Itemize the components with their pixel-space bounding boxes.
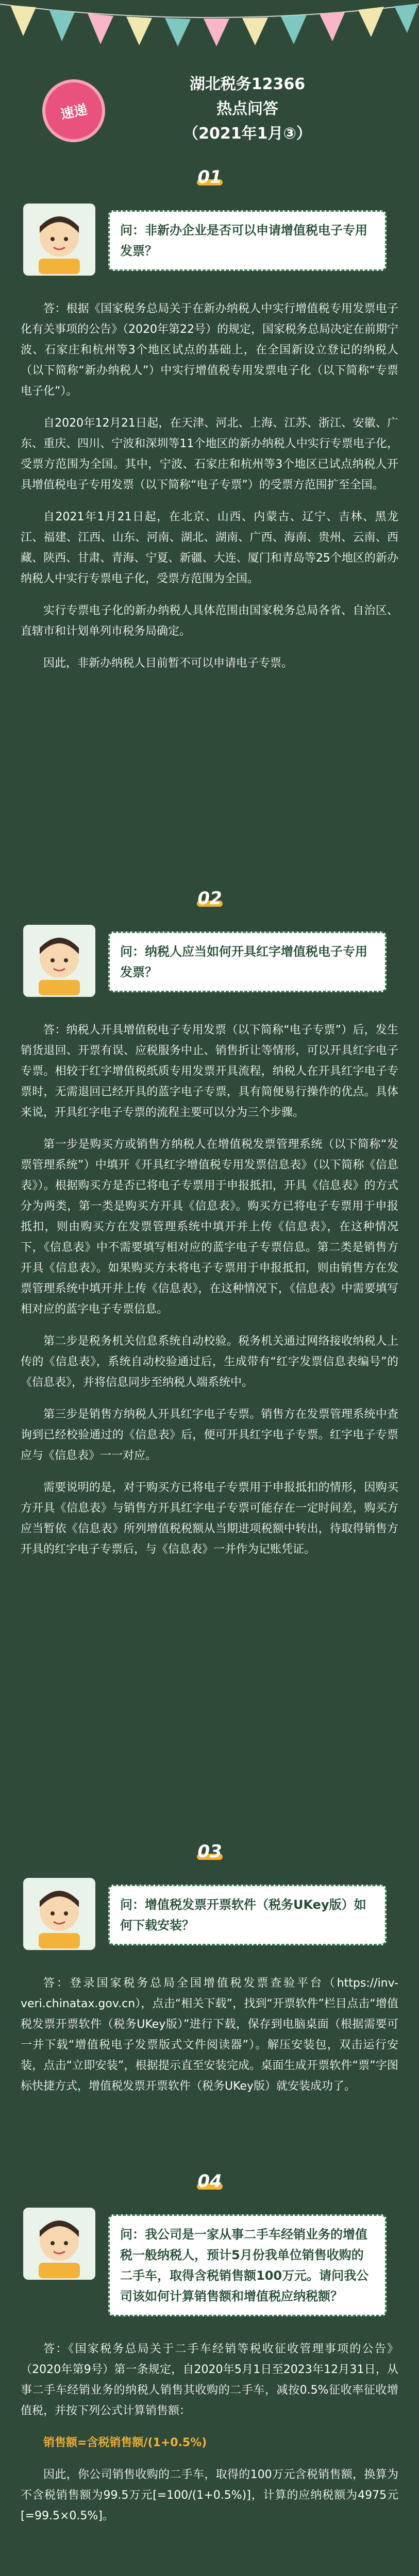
- answer-paragraph: 第一步是购买方或销售方纳税人在增值税发票管理系统（以下简称“发票管理系统”）中填开《开具红字增值税专用发票信息表》（以下简称《信息表》）。根据购买方是否已将电子专票用于申报抵扣，开具《信息表》的方式分为两类，第一类是购买方开具《信息表》。购买方已将电子专票用于申报抵扣，则由购买方在发票管理系统中填开并上传《信息表》，在这种情况下，《信息表》中不需要填写相对应的蓝字电子专票信息。第二类是销售方开具《信息表》。如果购买方未将电子专票用于申报抵扣，则由销售方在发票管理系统中填开并上传《信息表》，在这种情况下，《信息表》中需要填写相对应的蓝字电子专票信息。: [21, 1138, 398, 1316]
- answer-paragraph: 需要说明的是，对于购买方已将电子专票用于申报抵扣的情形，因购买方开具《信息表》与销售方开具红字电子专票可能存在一定时间差，购买方应当暂依《信息表》所列增值税税额从当期进项税额中转出，待取得销售方开具的红字电子专票后，与《信息表》一并作为记账凭证。: [21, 1481, 398, 1556]
- answer-paragraph: 答：《国家税务总局关于二手车经销等税收征收管理事项的公告》（2020年第9号）第一条规定，自2020年5月1日至2023年12月31日，从事二手车经销业务的纳税人销售其收购的二手车，减按0.5%征收率征收增值税，并按下列公式计算销售额：: [21, 2343, 398, 2417]
- question-text: 问：增值税发票开票软件（税务UKey版）如何下载安装？: [108, 1885, 387, 1945]
- avatar-icon: [21, 922, 98, 999]
- question-box: [21, 201, 398, 283]
- section-number: 03: [197, 1841, 222, 1862]
- avatar-icon: [21, 1875, 98, 1953]
- section-number: 04: [197, 2171, 222, 2192]
- question-text: 问：非新办企业是否可以申请增值税电子专用发票？: [108, 210, 387, 271]
- answer-paragraph: 因此，你公司销售收购的二手车，取得的100万元含税销售额，换算为不含税销售额为99.5万元[=100/(1+0.5%)]，计算的应纳税额为4975元[=99.5×0.5%]。: [21, 2468, 398, 2522]
- answer-paragraph: 答：根据《国家税务总局关于在新办纳税人中实行增值税专用发票电子化有关事项的公告》（2020年第22号）的规定，国家税务总局决定在前期宁波、石家庄和杭州等3个地区试点的基础上，在全国新设立登记的纳税人（以下简称“新办纳税人”）中实行增值税专用发票电子化（以下简称“专票电子化”）。: [21, 302, 398, 398]
- answer-body: [21, 1973, 398, 2108]
- answer-paragraph: 因此，非新办纳税人目前暂不可以申请电子专票。: [43, 657, 293, 670]
- answer-paragraph: 第三步是销售方纳税人开具红字电子专票。销售方在发票管理系统中查询到已经校验通过的《信息表》后，便可开具红字电子专票。红字电子专票应与《信息表》一一对应。: [21, 1408, 398, 1462]
- answer-paragraph: 自2020年12月21日起，在天津、河北、上海、江苏、浙江、安徽、广东、重庆、四川、宁波和深圳等11个地区的新办纳税人中实行专票电子化，受票方范围为全国。其中，宁波、石家庄和杭州等3个地区已试点纳税人开具增值税电子专用发票（以下简称“电子专票”）的受票方范围扩至全国。: [21, 417, 398, 492]
- bunting-decoration: [0, 0, 419, 46]
- title-line-2: 热点问答: [216, 100, 278, 118]
- answer-body: [21, 299, 398, 685]
- express-stamp: 速递: [40, 77, 107, 144]
- avatar-icon: [21, 2205, 98, 2282]
- answer-body: [21, 1020, 398, 1571]
- title-line-3: （2021年1月③）: [183, 125, 312, 143]
- answer-paragraph: 答：登录国家税务总局全国增值税发票查验平台（https://inv-veri.chinatax.gov.cn），点击“相关下载”，找到“开票软件”栏目点击“增值税发票开票软件（税务UKey版）”进行下载，保存到电脑桌面（根据需要可一并下载“增值税电子发票版式文件阅读器”）。解压安装包，双击运行安装，点击“立即安装”，根据提示直至安装完成。桌面生成开票软件“票”字图标快捷方式，增值税发票开票软件（税务UKey版）就安装成功了。: [21, 1977, 398, 2093]
- section-number: 01: [197, 167, 222, 188]
- question-box: [21, 922, 398, 1005]
- answer-paragraph: 自2021年1月21日起，在北京、山西、内蒙古、辽宁、吉林、黑龙江、福建、江西、山东、河南、湖北、湖南、广西、海南、贵州、云南、西藏、陕西、甘肃、青海、宁夏、新疆、大连、厦门和青岛等25个地区的新办纳税人中实行专票电子化，受票方范围为全国。: [21, 511, 398, 585]
- answer-paragraph: 答：纳税人开具增值税电子专用发票（以下简称“电子专票”）后，发生销货退回、开票有误、应税服务中止、销售折让等情形，可以开具红字电子专票。相较于红字增值税纸质专用发票开具流程，纳税人在开具红字电子专票时，无需退回已经开具的蓝字电子专票，具有简便易行操作的优点。具体来说，开具红字电子专票的流程主要可以分为三个步骤。: [21, 1024, 398, 1119]
- answer-paragraph: 第二步是税务机关信息系统自动校验。税务机关通过网络接收纳税人上传的《信息表》，系统自动校验通过后，生成带有“红字发票信息表编号”的《信息表》，并将信息同步至纳税人端系统中。: [21, 1335, 398, 1389]
- page-title: [155, 72, 340, 146]
- answer-body: [21, 2339, 398, 2538]
- question-text: 问：纳税人应当如何开具红字增值税电子专用发票？: [108, 931, 387, 992]
- question-box: [21, 1875, 398, 1958]
- formula: 销售额=含税销售额/(1+0.5%): [43, 2436, 207, 2449]
- question-text: 问：我公司是一家从事二手车经销业务的增值税一般纳税人，预计5月份我单位销售收购的二手车，取得含税销售额100万元。请问我公司该如何计算销售额和增值税应纳税额？: [108, 2214, 387, 2316]
- question-box: [21, 2205, 398, 2324]
- avatar-icon: [21, 201, 98, 278]
- header: [0, 52, 419, 160]
- section-number: 02: [197, 888, 222, 909]
- answer-paragraph: 实行专票电子化的新办纳税人具体范围由国家税务总局各省、自治区、直辖市和计划单列市税务局确定。: [21, 604, 398, 638]
- title-line-1: 湖北税务12366: [189, 75, 306, 93]
